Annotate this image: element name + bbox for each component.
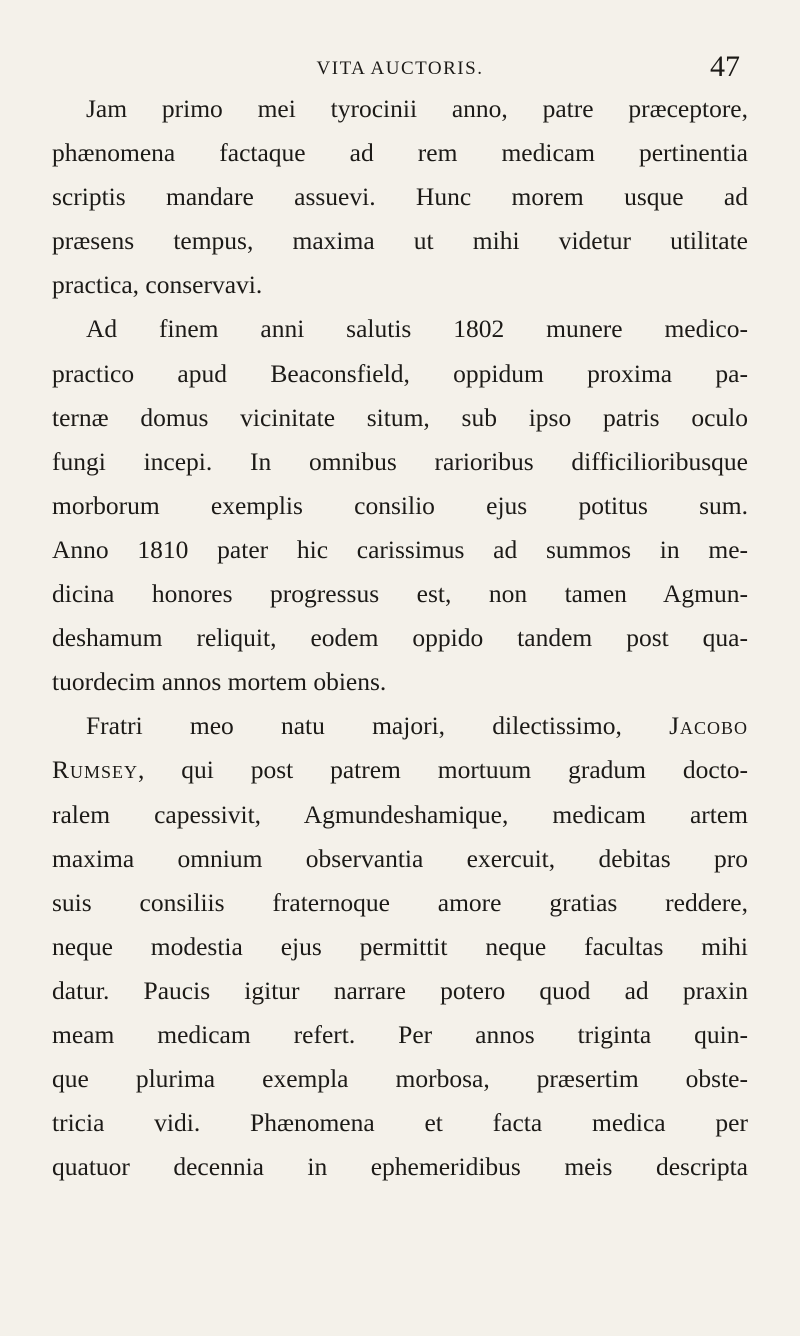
text-line: præsens tempus, maxima ut mihi videtur utilitate: [52, 226, 748, 256]
text-line: [52, 704, 748, 748]
text-line: meam medicam refert. Per annos triginta quin-: [52, 1019, 748, 1049]
text-line: ternæ domus vicinitate situm, sub ipso patris oculo: [52, 402, 748, 432]
text-line: suis consiliis fraternoque amore gratias reddere,: [52, 887, 748, 917]
text-line: que plurima exempla morbosa, præsertim obste-: [52, 1064, 748, 1094]
text-line: tricia vidi. Phænomena et facta medica per: [52, 1108, 748, 1138]
text-line: dicina honores progressus est, non tamen Agmun-: [52, 579, 748, 609]
text-line: neque modestia ejus permittit neque facultas mihi: [52, 931, 748, 961]
text-line: deshamum reliquit, eodem oppido tandem post qua-: [52, 623, 748, 653]
text-line: datur. Paucis igitur narrare potero quod ad praxin: [52, 975, 748, 1005]
running-head: [0, 50, 800, 90]
text-line: [52, 748, 748, 792]
small-caps-name: Rumsey: [52, 755, 139, 785]
text-line: fungi incepi. In omnibus rarioribus difficilioribusque: [52, 446, 748, 476]
text-line: tuordecim annos mortem obiens.: [52, 667, 387, 697]
small-caps-name: Jacobo: [669, 711, 749, 741]
text-line: maxima omnium observantia exercuit, debitas pro: [52, 843, 748, 873]
text-line: morborum exemplis consilio ejus potitus sum.: [52, 490, 748, 520]
text-line: practica, conservavi.: [52, 270, 263, 300]
text-line: Anno 1810 pater hic carissimus ad summos in me-: [52, 534, 748, 564]
text-run: Fratri meo natu majori, dilectissimo,: [86, 711, 622, 741]
body-text: [52, 87, 748, 1189]
text-line: practico apud Beaconsfield, oppidum proxima pa-: [52, 358, 748, 388]
text-line: quatuor decennia in ephemeridibus meis descripta: [52, 1152, 748, 1182]
text-line: Jam primo mei tyrocinii anno, patre præceptore,: [86, 94, 748, 123]
text-line: ralem capessivit, Agmundeshamique, medicam artem: [52, 799, 748, 829]
text-line: Ad finem anni salutis 1802 munere medico-: [86, 314, 748, 344]
page-number: 47: [710, 50, 740, 83]
text-line: scriptis mandare assuevi. Hunc morem usque ad: [52, 182, 748, 212]
running-title: VITA AUCTORIS.: [316, 58, 484, 79]
text-line: phænomena factaque ad rem medicam pertinentia: [52, 138, 748, 168]
text-run: , qui post patrem mortuum gradum docto-: [138, 755, 748, 785]
